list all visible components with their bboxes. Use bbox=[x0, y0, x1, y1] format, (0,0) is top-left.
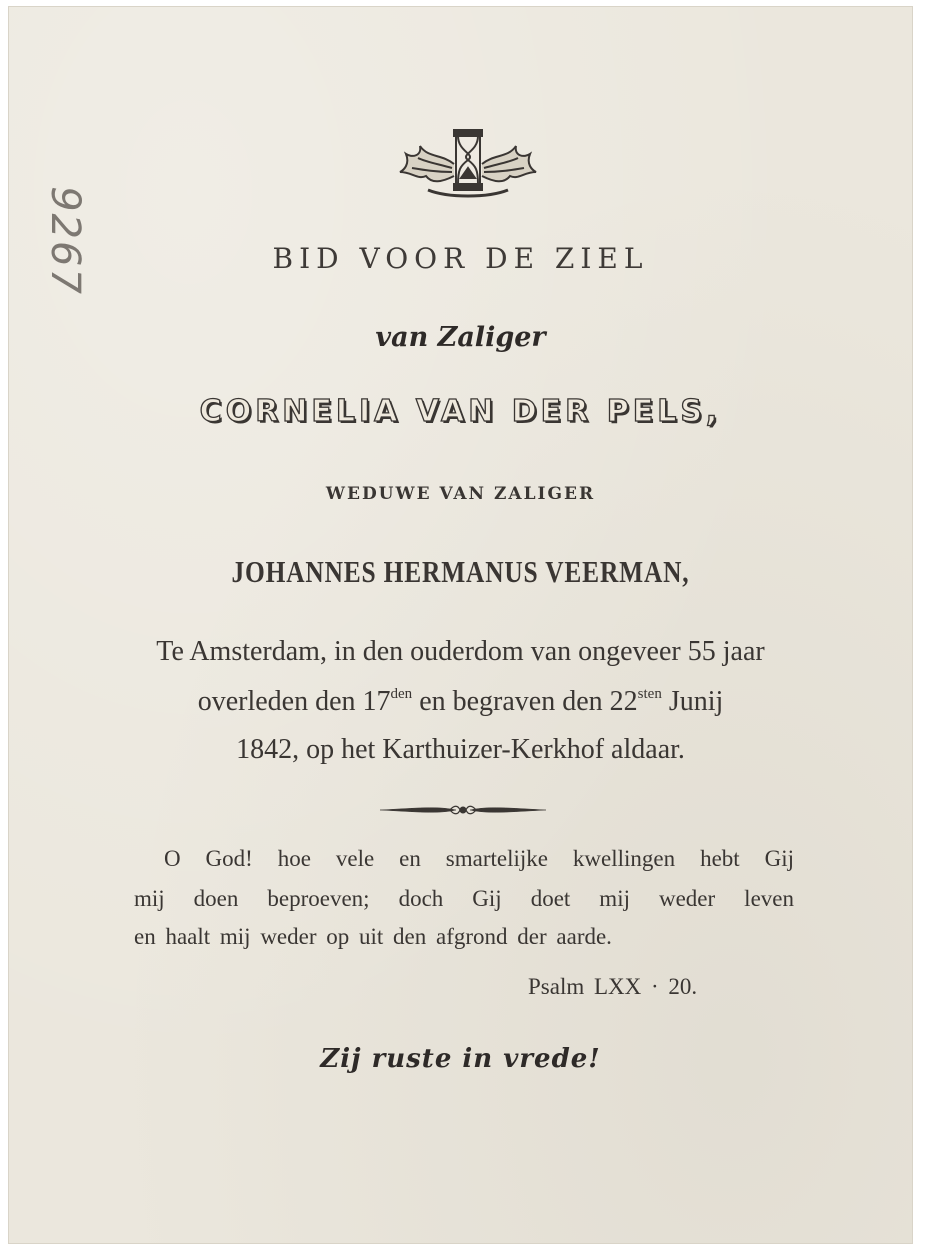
death-date-text: overleden den 17 bbox=[197, 686, 391, 717]
handwritten-inventory-number: 9267 bbox=[41, 186, 88, 296]
death-date-suffix: den bbox=[390, 686, 413, 702]
subheading: van Zaliger bbox=[375, 322, 546, 353]
memorial-card bbox=[8, 6, 913, 1244]
verse-line-2: mij doen beproeven; doch Gij doet mij weder leven bbox=[134, 886, 794, 911]
verse-line-3: en haalt mij weder op uit den afgrond der aarde. bbox=[134, 924, 612, 949]
psalm-reference: Psalm LXX · 20. bbox=[528, 974, 698, 999]
husband-name: JOHANNES HERMANUS VEERMAN, bbox=[231, 554, 690, 589]
closing-blessing: Zij ruste in vrede! bbox=[320, 1044, 601, 1074]
month-text: Junij bbox=[661, 686, 724, 717]
burial-date-text: en begraven den 22 bbox=[412, 686, 638, 717]
detail-line-dates bbox=[8, 686, 913, 718]
detail-line-place-age: Te Amsterdam, in den ouderdom van ongeveer 55 jaar bbox=[156, 636, 765, 667]
deceased-name: CORNELIA VAN DER PELS, bbox=[199, 394, 722, 429]
hourglass-with-bat-wings-icon bbox=[398, 124, 538, 202]
ornamental-divider-icon bbox=[378, 800, 548, 820]
detail-line-year-place: 1842, op het Karthuizer-Kerkhof aldaar. bbox=[236, 734, 685, 765]
verse-line-1: O God! hoe vele en smartelijke kwellingen hebt Gij bbox=[164, 846, 794, 871]
widow-line: WEDUWE VAN ZALIGER bbox=[325, 484, 596, 504]
burial-date-suffix: sten bbox=[637, 686, 662, 702]
heading-title: BID VOOR DE ZIEL bbox=[272, 242, 649, 275]
